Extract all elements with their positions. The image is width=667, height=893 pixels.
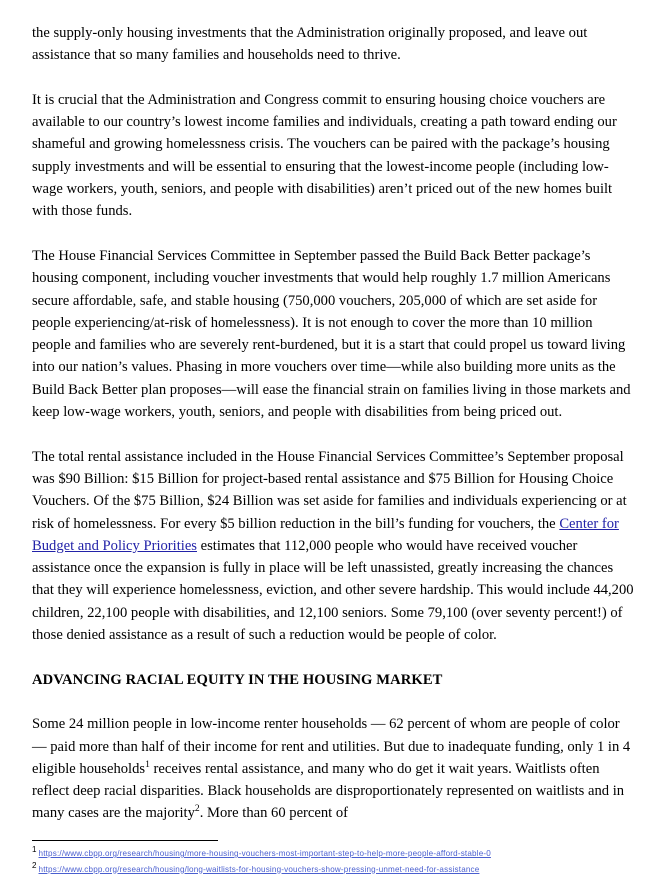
paragraph-4 xyxy=(32,446,635,647)
footnote-link-2[interactable]: https://www.cbpp.org/research/housing/long-waitlists-for-housing-vouchers-show-pressing-unmet-need-for-assistance xyxy=(38,864,480,874)
footnote-item-2 xyxy=(32,860,635,877)
footnote-link-1[interactable]: https://www.cbpp.org/research/housing/more-housing-vouchers-most-important-step-to-help-more-people-afford-stable-0 xyxy=(38,849,491,858)
paragraph-1: the supply-only housing investments that the Administration originally proposed, and leave out assistance that so many families and households need to thrive. xyxy=(32,25,588,64)
link-center-for-budget-and-policy-priorities[interactable]: Center for Budget and Policy Priorities xyxy=(32,515,619,554)
paragraph-4-text-before-link: The total rental assistance included in the House Financial Services Committee’s September proposal was $90 Billion: $15 Billion for project-based rental assistance and $75 Billion for Housing Choice Vouchers. Of the $75 Billion, $24 Billion was set aside for families and individuals experiencing or at risk of homelessness. For every $5 billion reduction in the bill’s funding for vouchers, the xyxy=(32,448,627,532)
footnote-number-1: 1 xyxy=(32,845,37,855)
paragraph-4-text-after-link: estimates that 112,000 people who would have received voucher assistance once the expansion is fully in place will be left unassisted, greatly increasing the chances that they will experience homelessness, eviction, and other severe hardship. This would include 44,200 children, 22,100 people with disabilities, and 12,100 seniors. Some 79,100 (over seventy percent!) of those denied assistance as a result of such a reduction would be people of color. xyxy=(32,537,634,644)
paragraph-2: It is crucial that the Administration and Congress commit to ensuring housing choice vouchers are available to our country’s lowest income families and individuals, creating a path toward ending our shameful and growing homelessness crisis. The vouchers can be paired with the package’s housing supply investments and will be essential to ensuring that the lowest-income people (including low-wage workers, youth, seniors, and people with disabilities) aren’t priced out of the new homes built with those funds. xyxy=(32,91,617,220)
footnote-number-2: 2 xyxy=(32,860,37,870)
footnote-separator-rule xyxy=(32,840,218,841)
paragraph-5-segment-1: Some 24 million people in low-income renter households — 62 percent of whom are people of color — paid more than half of their income for rent and utilities. But due to inadequate funding, only 1 in 4 eligible households xyxy=(32,716,631,777)
paragraph-5-segment-2: receives rental assistance, and many who do get it wait years. Waitlists often reflect deep racial disparities. Black households are disproportionately represented on waitlists and in many cases are the majority xyxy=(32,760,625,822)
paragraph-5 xyxy=(32,713,635,824)
footnote-reference-2[interactable]: 2 xyxy=(194,803,200,815)
footnote-reference-1[interactable]: 1 xyxy=(145,758,150,770)
section-heading-advancing-racial-equity: ADVANCING RACIAL EQUITY IN THE HOUSING MARKET xyxy=(32,671,443,688)
footnote-area xyxy=(32,840,635,879)
paragraph-5-segment-3: . More than 60 percent of xyxy=(199,805,349,822)
paragraph-3: The House Financial Services Committee in September passed the Build Back Better package’s housing component, including voucher investments that would help roughly 1.7 million Americans secure affordable, safe, and stable housing (750,000 vouchers, 205,000 of which are set aside for people experiencing/at-risk of homelessness). It is not enough to cover the more than 10 million people and families who are severely rent-burdened, but it is a start that could propel us toward living into our nation’s values. Phasing in more vouchers over time—while also building more units as the Build Back Better plan proposes—will ease the financial strain on families living in those markets and keep low-wage workers, youth, seniors, and people with disabilities from being priced out. xyxy=(32,247,631,421)
footnote-item-1 xyxy=(32,845,635,861)
